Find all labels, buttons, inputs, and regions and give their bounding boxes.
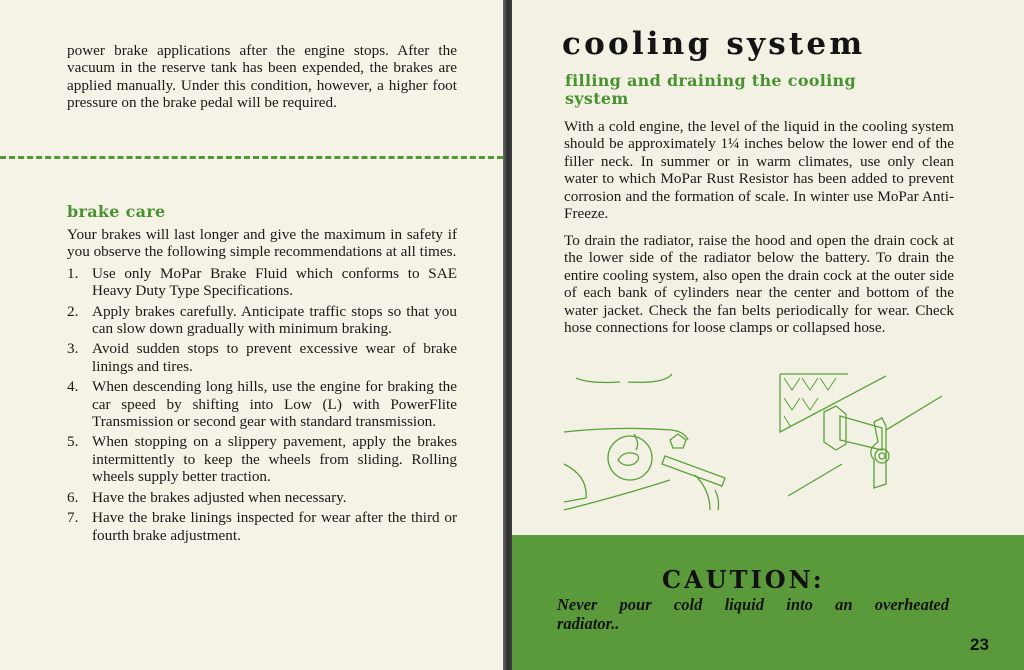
list-number: 2. [67,302,79,320]
right-page [512,0,1024,670]
list-text: Avoid sudden stops to prevent excessive wear of brake linings and tires. [92,340,457,375]
list-item [67,509,457,544]
list-item [67,303,457,338]
list-item [67,433,457,485]
caution-text-line-2: radiator.. [557,614,620,633]
page-title: cooling system [562,26,866,62]
list-text: Have the brakes adjusted when necessary. [92,488,347,506]
list-number: 7. [67,509,79,527]
left-page [0,0,503,670]
caution-banner [512,535,1024,670]
section-heading: brake care [67,202,166,221]
list-item [67,265,457,300]
list-text: Use only MoPar Brake Fluid which conforms to SAE Heavy Duty Type Specifications. [92,264,457,300]
intro-paragraph: power brake applications after the engine stops. After the vacuum in the reserve tank has been expended, the brakes are applied manually. Under this condition, however, a higher foot pressure on the brake pedal will be required. [67,42,457,112]
list-item [67,489,457,506]
list-number: 1. [67,264,79,282]
list-text: Have the brake linings inspected for wear after the third or fourth brake adjustment. [92,509,457,544]
list-text: When descending long hills, use the engine for braking the car speed by shifting into Low (L) with PowerFlite Transmission or second gear with standard transmission. [92,378,457,431]
list-number: 4. [67,378,79,396]
brake-care-list [67,265,457,544]
book-spine [503,0,512,670]
radiator-drain-illustration [560,370,740,520]
brake-care-content [67,226,457,547]
paragraph-filling: With a cold engine, the level of the liquid in the cooling system should be approximately 1¼ inches below the lower end of the filler neck. In summer or in warm climates, use only clean water to which MoPar Rust Resistor has been added to prevent corrosion and the formation of scale. In winter use MoPar Anti-Freeze. [564,118,954,223]
engine-drain-cock-illustration [778,370,958,500]
paragraph-draining: To drain the radiator, raise the hood and open the drain cock at the lower side of the radiator below the battery. To drain the entire cooling system, also open the drain cock at the outer side of each bank of cylinders near the center and bottom of the water jacket. Check the fan belts periodically for wear. Check hose connections for loose clamps or collapsed hose. [564,232,954,337]
list-number: 5. [67,433,79,451]
list-text: When stopping on a slippery pavement, apply the brakes intermittently to keep the wheels from sliding. Rolling wheels supply better traction. [92,433,457,486]
caution-heading: CAUTION: [662,565,825,594]
list-item [67,340,457,375]
list-number: 6. [67,488,79,506]
list-item [67,378,457,430]
list-text: Apply brakes carefully. Anticipate traffic stops so that you can slow down gradually with minimum braking. [92,302,457,338]
dashed-divider [0,156,503,159]
page-number: 23 [970,635,989,654]
list-number: 3. [67,340,79,358]
section-intro: Your brakes will last longer and give the maximum in safety if you observe the following simple recommendations at all times. [67,226,457,261]
subheading: filling and draining the cooling system [565,71,856,108]
caution-text-line-1: Never pour cold liquid into an overheated [557,595,949,614]
